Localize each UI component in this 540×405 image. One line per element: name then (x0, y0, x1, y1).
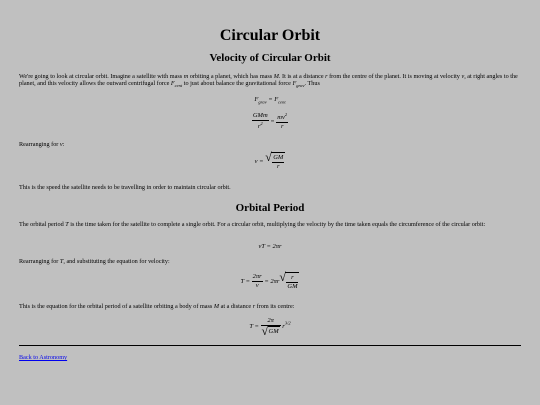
equation-period-substituted: T = $\frac{2\pi r}{v}$ = 2πr √ $\frac{r}{GM}$ (240, 270, 298, 290)
back-to-astronomy-link[interactable]: Back to Astronomy (19, 354, 68, 361)
paragraph-rearrange-v: Rearranging for v: (19, 141, 65, 148)
section-heading-velocity: Velocity of Circular Orbit (209, 52, 331, 64)
section-heading-period: Orbital Period (235, 202, 305, 214)
equation-force-expanded: $\frac{\text{GMm}}{r^2}$ = $\frac{mv^2}{r}$ (252, 112, 288, 130)
footer-divider (19, 345, 521, 346)
paragraph-rearrange-t: Rearranging for T, and substituting the equation for velocity: (19, 258, 170, 265)
paragraph-period-conclusion: This is the equation for the orbital period of a satellite orbiting a body of mass M at a distance r from its centre: (19, 303, 295, 310)
equation-period-final: T = 2π √ GM $r^{3/2}$ (249, 317, 291, 338)
equation-velocity: v = √ $\frac{GM}{r}$ (254, 150, 284, 170)
paragraph-period-intro: The orbital period T is the time taken for the satellite to complete a single orbit. For a circular orbit, multiplying the velocity by the time taken equals the circumference of the circular orbit: (19, 221, 486, 228)
paragraph-velocity-conclusion: This is the speed the satellite needs to be travelling in order to maintain circular orbit. (19, 184, 231, 191)
paragraph-velocity-intro: We're going to look at circular orbit. Imagine a satellite with mass m orbiting a planet, which has mass M. It is at a distance r from the centre of the planet. It is moving at velocity v, at right angles to the planet, and this velocity allows the outward centrifugal force $F_{cent}$ to just about balance the gravitational force $F_{grav}$. Thus (19, 73, 518, 89)
equation-force-balance: $F_{grav} = F_{cent}$ (254, 96, 286, 105)
page-title: Circular Orbit (219, 27, 321, 44)
equation-circumference: vT = 2πr (258, 243, 282, 250)
